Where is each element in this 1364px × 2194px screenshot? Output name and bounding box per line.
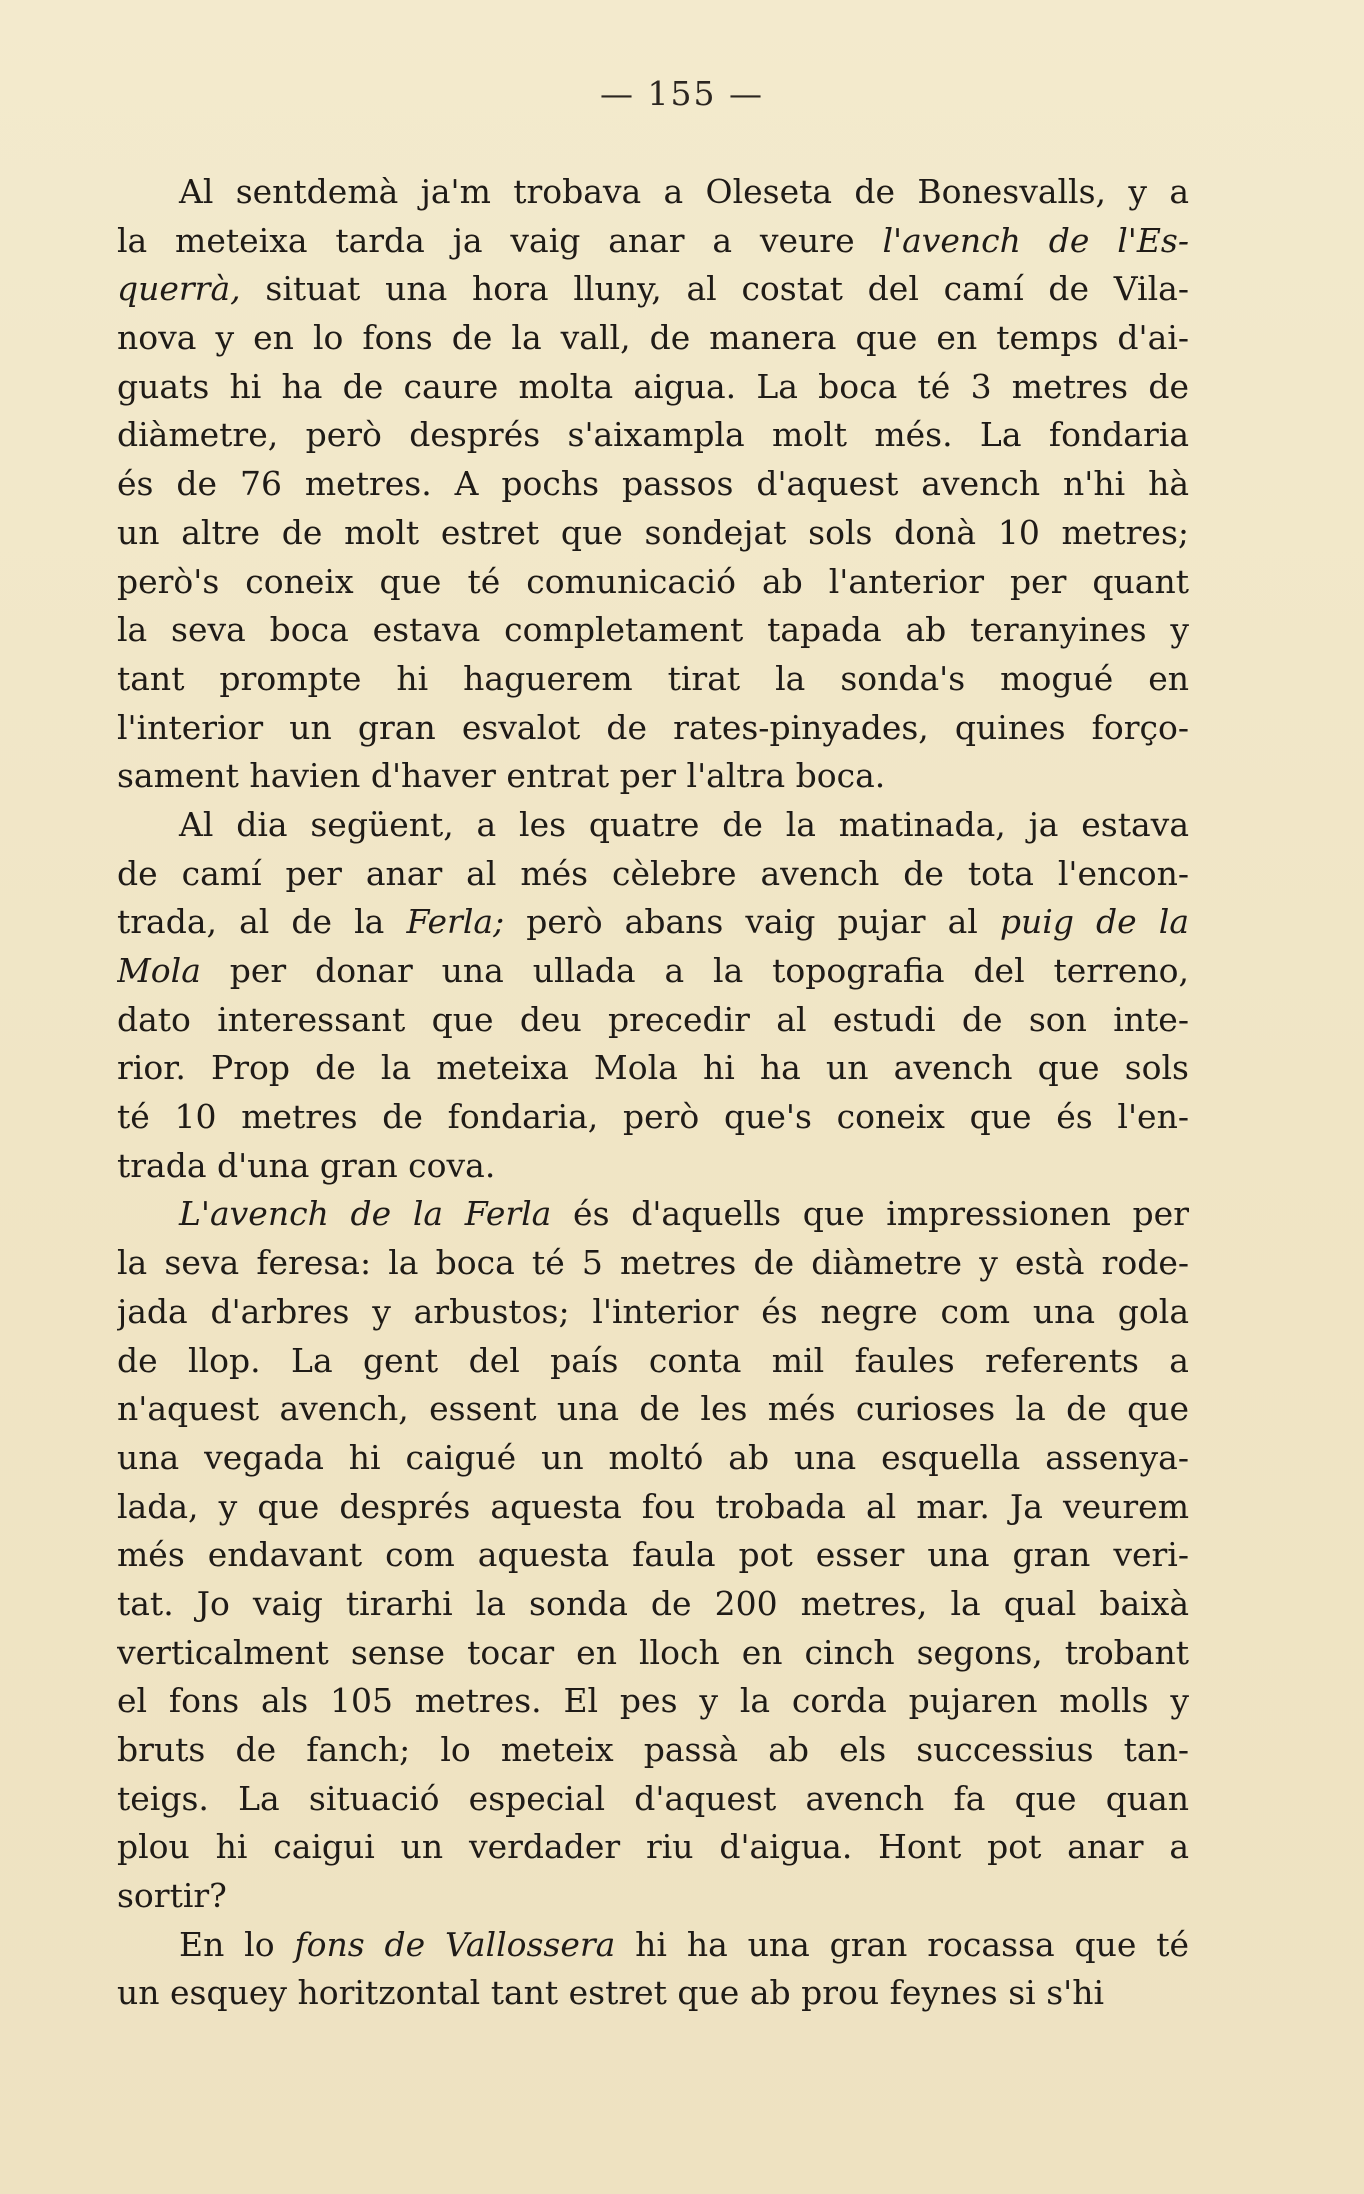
text-line: [117, 1629, 1189, 1678]
text-line: [117, 217, 1189, 266]
text-run: tat. Jo vaig tirarhi la sonda de 200 metres, la qual baixà: [117, 1583, 1189, 1623]
text-run: la meteixa tarda ja vaig anar a veure: [117, 220, 883, 260]
text-line: [117, 850, 1189, 899]
text-run: jada d'arbres y arbustos; l'interior és negre com una gola: [117, 1291, 1189, 1331]
italic-run: L'avench de la Ferla: [179, 1194, 552, 1234]
text-run: verticalment sense tocar en lloch en cinch segons, trobant: [117, 1632, 1189, 1672]
text-run: una vegada hi caigué un moltó ab una esquella assenya-: [117, 1437, 1189, 1477]
text-line: [117, 1337, 1189, 1386]
text-line: [117, 1434, 1189, 1483]
italic-run: puig de la: [999, 902, 1189, 942]
text-line: [117, 1580, 1189, 1629]
text-line: [117, 363, 1189, 412]
text-line: [117, 1775, 1189, 1824]
text-run: lada, y que després aquesta fou trobada al mar. Ja veurem: [117, 1486, 1189, 1526]
text-run: és d'aquells que impressionen per: [551, 1194, 1189, 1234]
italic-run: Mola: [117, 951, 201, 990]
text-line: [117, 1190, 1189, 1239]
italic-run: querrà,: [117, 269, 241, 309]
text-line: [117, 704, 1189, 753]
text-run: hi ha una gran rocassa que té: [615, 1924, 1189, 1964]
text-line: [117, 168, 1189, 217]
text-line: [117, 1531, 1189, 1580]
text-run: En lo: [179, 1924, 295, 1964]
text-line: [117, 947, 1189, 996]
text-line: [117, 996, 1189, 1045]
text-line: [117, 558, 1189, 607]
text-line: [117, 411, 1189, 460]
text-run: diàmetre, però després s'aixampla molt més. La fondaria: [117, 415, 1189, 455]
text-run: més endavant com aquesta faula pot esser una gran veri-: [117, 1535, 1189, 1575]
text-run: de camí per anar al més cèlebre avench de tota l'encon-: [117, 853, 1189, 893]
text-run: sament havien d'haver entrat per l'altra boca.: [117, 756, 886, 796]
text-run: l'interior un gran esvalot de rates-pinyades, quines forço-: [117, 707, 1189, 747]
text-run: però's coneix que té comunicació ab l'anterior per quant: [117, 561, 1189, 601]
page-number: — 155 —: [600, 74, 764, 113]
text-run: la seva boca estava completament tapada ab teranyines y: [117, 610, 1189, 650]
text-run: un altre de molt estret que sondejat sols donà 10 metres;: [117, 512, 1189, 552]
text-line: [117, 1921, 1189, 1970]
text-line: [117, 1239, 1189, 1288]
text-line: [117, 655, 1189, 704]
text-run: nova y en lo fons de la vall, de manera que en temps d'ai-: [117, 318, 1189, 358]
text-line: [117, 1385, 1189, 1434]
body-text: [117, 168, 1189, 2018]
text-run: rior. Prop de la meteixa Mola hi ha un avench que sols: [117, 1048, 1189, 1088]
text-run: plou hi caigui un verdader riu d'aigua. Hont pot anar a: [117, 1827, 1189, 1867]
italic-run: l'avench de l'Es-: [882, 220, 1189, 260]
text-line: [117, 1726, 1189, 1775]
text-run: bruts de fanch; lo meteix passà ab els successius tan-: [117, 1730, 1189, 1769]
text-run: Al sentdemà ja'm trobava a Oleseta de Bonesvalls, y a: [179, 172, 1189, 211]
text-line: [117, 1483, 1189, 1532]
text-run: teigs. La situació especial d'aquest avench fa que quan: [117, 1778, 1189, 1818]
text-run: sortir?: [117, 1876, 227, 1916]
text-line: [117, 1872, 1189, 1921]
text-run: n'aquest avench, essent una de les més curioses la de que: [117, 1389, 1189, 1429]
text-run: un esquey horitzontal tant estret que ab prou feynes si s'hi: [117, 1973, 1105, 2013]
text-run: dato interessant que deu precedir al estudi de son inte-: [117, 999, 1189, 1039]
text-line: [117, 898, 1189, 947]
text-line: [117, 1093, 1189, 1142]
text-line: [117, 1677, 1189, 1726]
italic-run: Ferla;: [406, 902, 505, 942]
text-line: [117, 1044, 1189, 1093]
text-run: tant prompte hi haguerem tirat la sonda's mogué en: [117, 658, 1189, 698]
text-run: el fons als 105 metres. El pes y la corda pujaren molls y: [117, 1681, 1189, 1721]
text-line: [117, 509, 1189, 558]
text-line: [117, 460, 1189, 509]
text-line: [117, 314, 1189, 363]
text-run: la seva feresa: la boca té 5 metres de diàmetre y està rode-: [117, 1243, 1189, 1283]
text-run: trada d'una gran cova.: [117, 1145, 496, 1185]
text-run: de llop. La gent del país conta mil faules referents a: [117, 1340, 1189, 1380]
text-line: [117, 801, 1189, 850]
text-run: trada, al de la: [117, 902, 407, 942]
text-run: és de 76 metres. A pochs passos d'aquest avench n'hi hà: [117, 464, 1189, 504]
text-line: [117, 1288, 1189, 1337]
text-run: situat una hora lluny, al costat del camí de Vila-: [240, 269, 1189, 309]
italic-run: fons de Vallossera: [294, 1924, 616, 1964]
text-run: té 10 metres de fondaria, però que's coneix que és l'en-: [117, 1097, 1189, 1137]
text-line: [117, 1142, 1189, 1191]
text-line: [117, 1969, 1189, 2018]
text-run: guats hi ha de caure molta aigua. La boca té 3 metres de: [117, 366, 1189, 406]
text-run: per donar una ullada a la topografia del terreno,: [200, 951, 1189, 990]
text-run: Al dia següent, a les quatre de la matinada, ja estava: [179, 804, 1189, 844]
text-run: però abans vaig pujar al: [504, 902, 1000, 942]
text-line: [117, 1823, 1189, 1872]
text-line: [117, 752, 1189, 801]
text-line: [117, 606, 1189, 655]
text-line: [117, 265, 1189, 314]
